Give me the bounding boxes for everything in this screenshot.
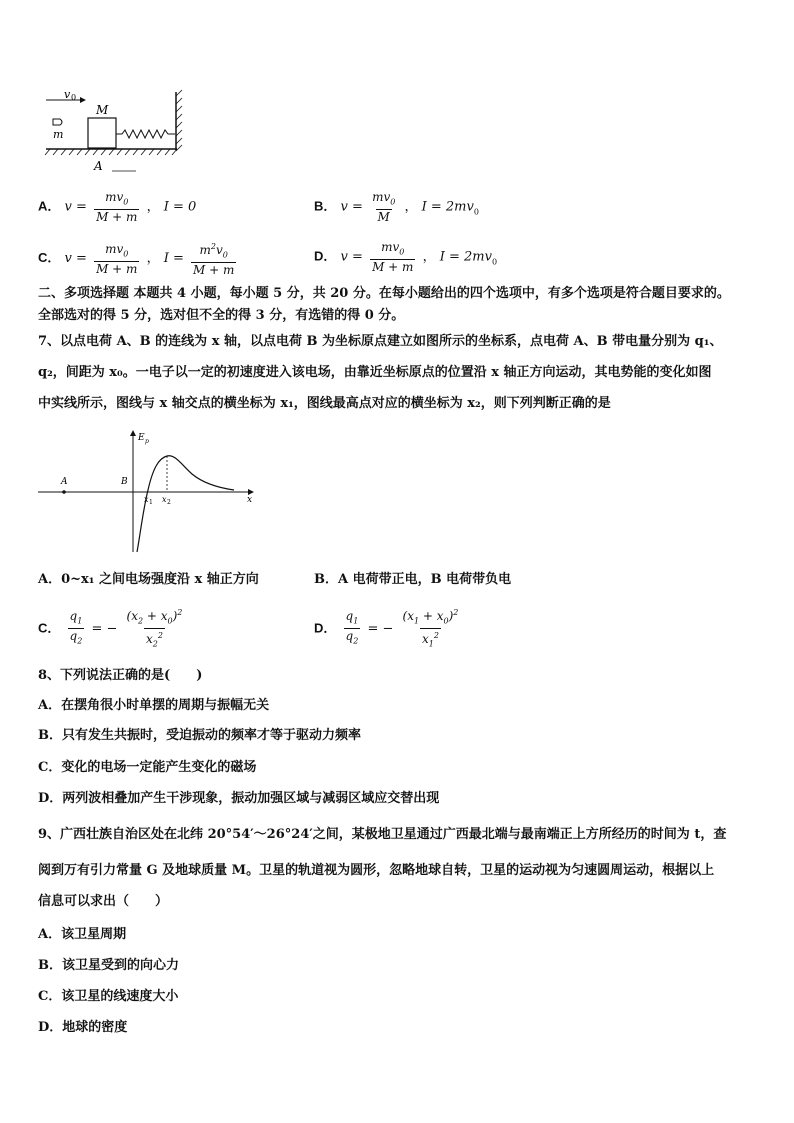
q8-stem: 8、下列说法正确的是( ) xyxy=(38,668,203,683)
q7-option-a: A．0~x₁ 之间电场强度沿 x 轴正方向 xyxy=(38,572,259,587)
x1-sub: 1 xyxy=(149,499,153,506)
x2-sub: 2 xyxy=(167,499,171,506)
x-axis-label: x xyxy=(247,495,253,505)
y-axis-sub: p xyxy=(145,438,149,445)
q9-option-d: D．地球的密度 xyxy=(38,1020,128,1035)
potential-energy-graph xyxy=(34,424,260,556)
point-b-label: B xyxy=(121,477,128,487)
q6-option-b: B． v = $\frac{mv_0}{M}$ ， $I = 2mv_0$ xyxy=(314,190,479,225)
M-label: M xyxy=(96,103,109,117)
point-a-label: A xyxy=(61,477,68,487)
q7-option-b: B．A 电荷带正电，B 电荷带负电 xyxy=(314,572,512,587)
spring-block-figure xyxy=(40,88,190,176)
m-label: m xyxy=(53,128,64,141)
q7-stem-line1: 7、以点电荷 A、B 的连线为 x 轴，以点电荷 B 为坐标原点建立如图所示的坐标系，点电荷 A、B 带电量分别为 q₁、 xyxy=(38,334,723,349)
q9-stem-line1: 9、广西壮族自治区处在北纬 20°54′～26°24′之间，某极地卫星通过广西最北端与最南端正上方所经历的时间为 t，查 xyxy=(38,827,727,842)
q9-stem-line3: 信息可以求出（ ） xyxy=(38,894,169,909)
q7-option-d: D． $\frac{q_1}{q_2}$ = − $\frac{(x_1 + x_0)^2}{x_1^2}$ xyxy=(314,606,463,652)
q6-option-a: A． v = $\frac{mv_0}{M + m}$ ， I = 0 xyxy=(38,190,197,225)
section2-line1: 二、多项选择题 本题共 4 小题，每小题 5 分，共 20 分。在每小题给出的四个选项中，有多个选项是符合题目要求的。 xyxy=(38,286,730,301)
v0-label: v xyxy=(64,88,71,101)
q8-option-a: A．在摆角很小时单摆的周期与振幅无关 xyxy=(38,698,270,713)
q9-stem-line2: 阅到万有引力常量 G 及地球质量 M。卫星的轨道视为圆形，忽略地球自转，卫星的运动视为匀速圆周运动，根据以上 xyxy=(38,863,715,878)
x2-label: x xyxy=(162,495,167,504)
q8-option-d: D．两列波相叠加产生干涉现象，振动加强区域与减弱区域应交替出现 xyxy=(38,791,440,806)
q8-option-b: B．只有发生共振时，受迫振动的频率才等于驱动力频率 xyxy=(38,728,361,743)
A-label: A xyxy=(94,159,103,173)
x1-label: x xyxy=(144,495,149,504)
q7-stem-line3: 中实线所示，图线与 x 轴交点的横坐标为 x₁，图线最高点对应的横坐标为 x₂，则下列判断正确的是 xyxy=(38,396,611,411)
q7-stem-line2: q₂，间距为 x₀。一电子以一定的初速度进入该电场，由靠近坐标原点的位置沿 x 轴正方向运动，其电势能的变化如图 xyxy=(38,365,712,380)
q6-option-d: D． v = $\frac{mv_0}{M + m}$ ， $I = 2mv_0$ xyxy=(314,240,498,275)
q6-option-c: C． v = $\frac{mv_0}{M + m}$ ， I = $\frac{m^2v_0}{M + m}$ xyxy=(38,241,235,278)
q7-option-c: C． $\frac{q_1}{q_2}$ = − $\frac{(x_2 + x_0)^2}{x_2^2}$ xyxy=(38,606,187,652)
q9-option-a: A．该卫星周期 xyxy=(38,927,127,942)
section2-line2: 全部选对的得 5 分，选对但不全的得 3 分，有选错的得 0 分。 xyxy=(38,308,405,323)
q8-option-c: C．变化的电场一定能产生变化的磁场 xyxy=(38,760,257,775)
q9-option-b: B．该卫星受到的向心力 xyxy=(38,958,179,973)
y-axis-label: E xyxy=(138,433,145,443)
v0-sub: 0 xyxy=(71,93,77,102)
q9-option-c: C．该卫星的线速度大小 xyxy=(38,989,179,1004)
